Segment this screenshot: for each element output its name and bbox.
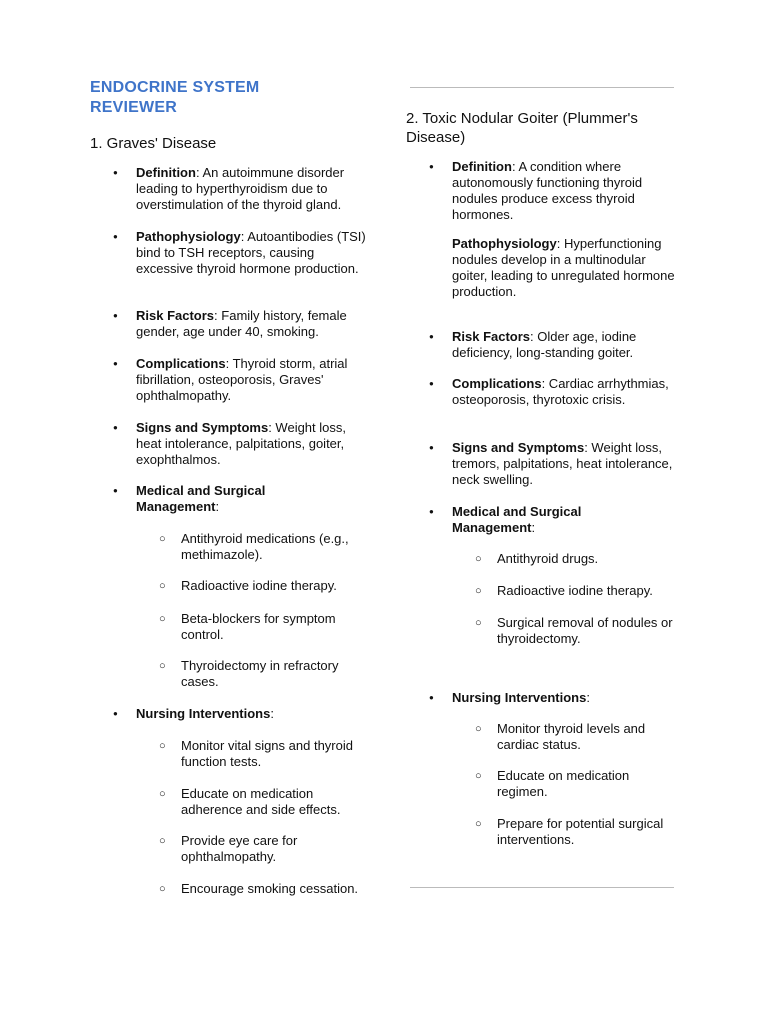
plummers-definition: ● Definition: A condition where autonomously functioning thyroid nodules produce excess thyroid hormones. xyxy=(452,159,677,223)
document-title: ENDOCRINE SYSTEM REVIEWER xyxy=(90,79,260,116)
graves-nursing-item: ○ Educate on medication adherence and side effects. xyxy=(181,786,366,818)
graves-complications: ● Complications: Thyroid storm, atrial fibrillation, osteoporosis, Graves' ophthalmopathy. xyxy=(136,356,366,404)
top-divider xyxy=(410,87,674,88)
plummers-pathophysiology: Pathophysiology: Hyperfunctioning nodules develop in a multinodular goiter, leading to unregulated hormone production. xyxy=(452,236,675,299)
plummers-heading: 2. Toxic Nodular Goiter (Plummer's Disease) xyxy=(406,110,638,146)
plummers-nursing: ● Nursing Interventions: xyxy=(452,690,677,706)
graves-management: ● Medical and Surgical Management: xyxy=(136,483,306,515)
graves-nursing-item: ○ Encourage smoking cessation. xyxy=(181,881,361,897)
plummers-mgmt-item: ○ Surgical removal of nodules or thyroidectomy. xyxy=(497,615,677,647)
graves-definition: ● Definition: An autoimmune disorder leading to hyperthyroidism due to overstimulation of the thyroid gland. xyxy=(136,165,366,213)
graves-signs-symptoms: ● Signs and Symptoms: Weight loss, heat intolerance, palpitations, goiter, exophthalmos. xyxy=(136,420,366,468)
graves-pathophysiology: ● Pathophysiology: Autoantibodies (TSI) bind to TSH receptors, causing excessive thyroid hormone production. xyxy=(136,229,366,277)
graves-risk-factors: ● Risk Factors: Family history, female gender, age under 40, smoking. xyxy=(136,308,366,340)
graves-heading: 1. Graves' Disease xyxy=(90,135,217,152)
plummers-signs-symptoms: ● Signs and Symptoms: Weight loss, tremors, palpitations, heat intolerance, neck swelling. xyxy=(452,440,682,488)
plummers-complications: ● Complications: Cardiac arrhythmias, osteoporosis, thyrotoxic crisis. xyxy=(452,376,682,408)
graves-mgmt-item: ○ Beta-blockers for symptom control. xyxy=(181,611,361,643)
graves-mgmt-item: ○ Thyroidectomy in refractory cases. xyxy=(181,658,361,690)
plummers-management: ● Medical and Surgical Management: xyxy=(452,504,622,536)
plummers-nursing-item: ○ Monitor thyroid levels and cardiac status. xyxy=(497,721,672,753)
plummers-mgmt-item: ○ Antithyroid drugs. xyxy=(497,551,677,567)
graves-nursing-item: ○ Provide eye care for ophthalmopathy. xyxy=(181,833,361,865)
plummers-mgmt-item: ○ Radioactive iodine therapy. xyxy=(497,583,677,599)
plummers-risk-factors: ● Risk Factors: Older age, iodine deficiency, long-standing goiter. xyxy=(452,329,677,361)
graves-nursing: ● Nursing Interventions: xyxy=(136,706,366,722)
plummers-nursing-item: ○ Prepare for potential surgical interventions. xyxy=(497,816,682,848)
graves-mgmt-item: ○ Antithyroid medications (e.g., methimazole). xyxy=(181,531,371,563)
bottom-divider xyxy=(410,887,674,888)
plummers-nursing-item: ○ Educate on medication regimen. xyxy=(497,768,672,800)
graves-nursing-item: ○ Monitor vital signs and thyroid function tests. xyxy=(181,738,361,770)
graves-mgmt-item: ○ Radioactive iodine therapy. xyxy=(181,578,371,594)
